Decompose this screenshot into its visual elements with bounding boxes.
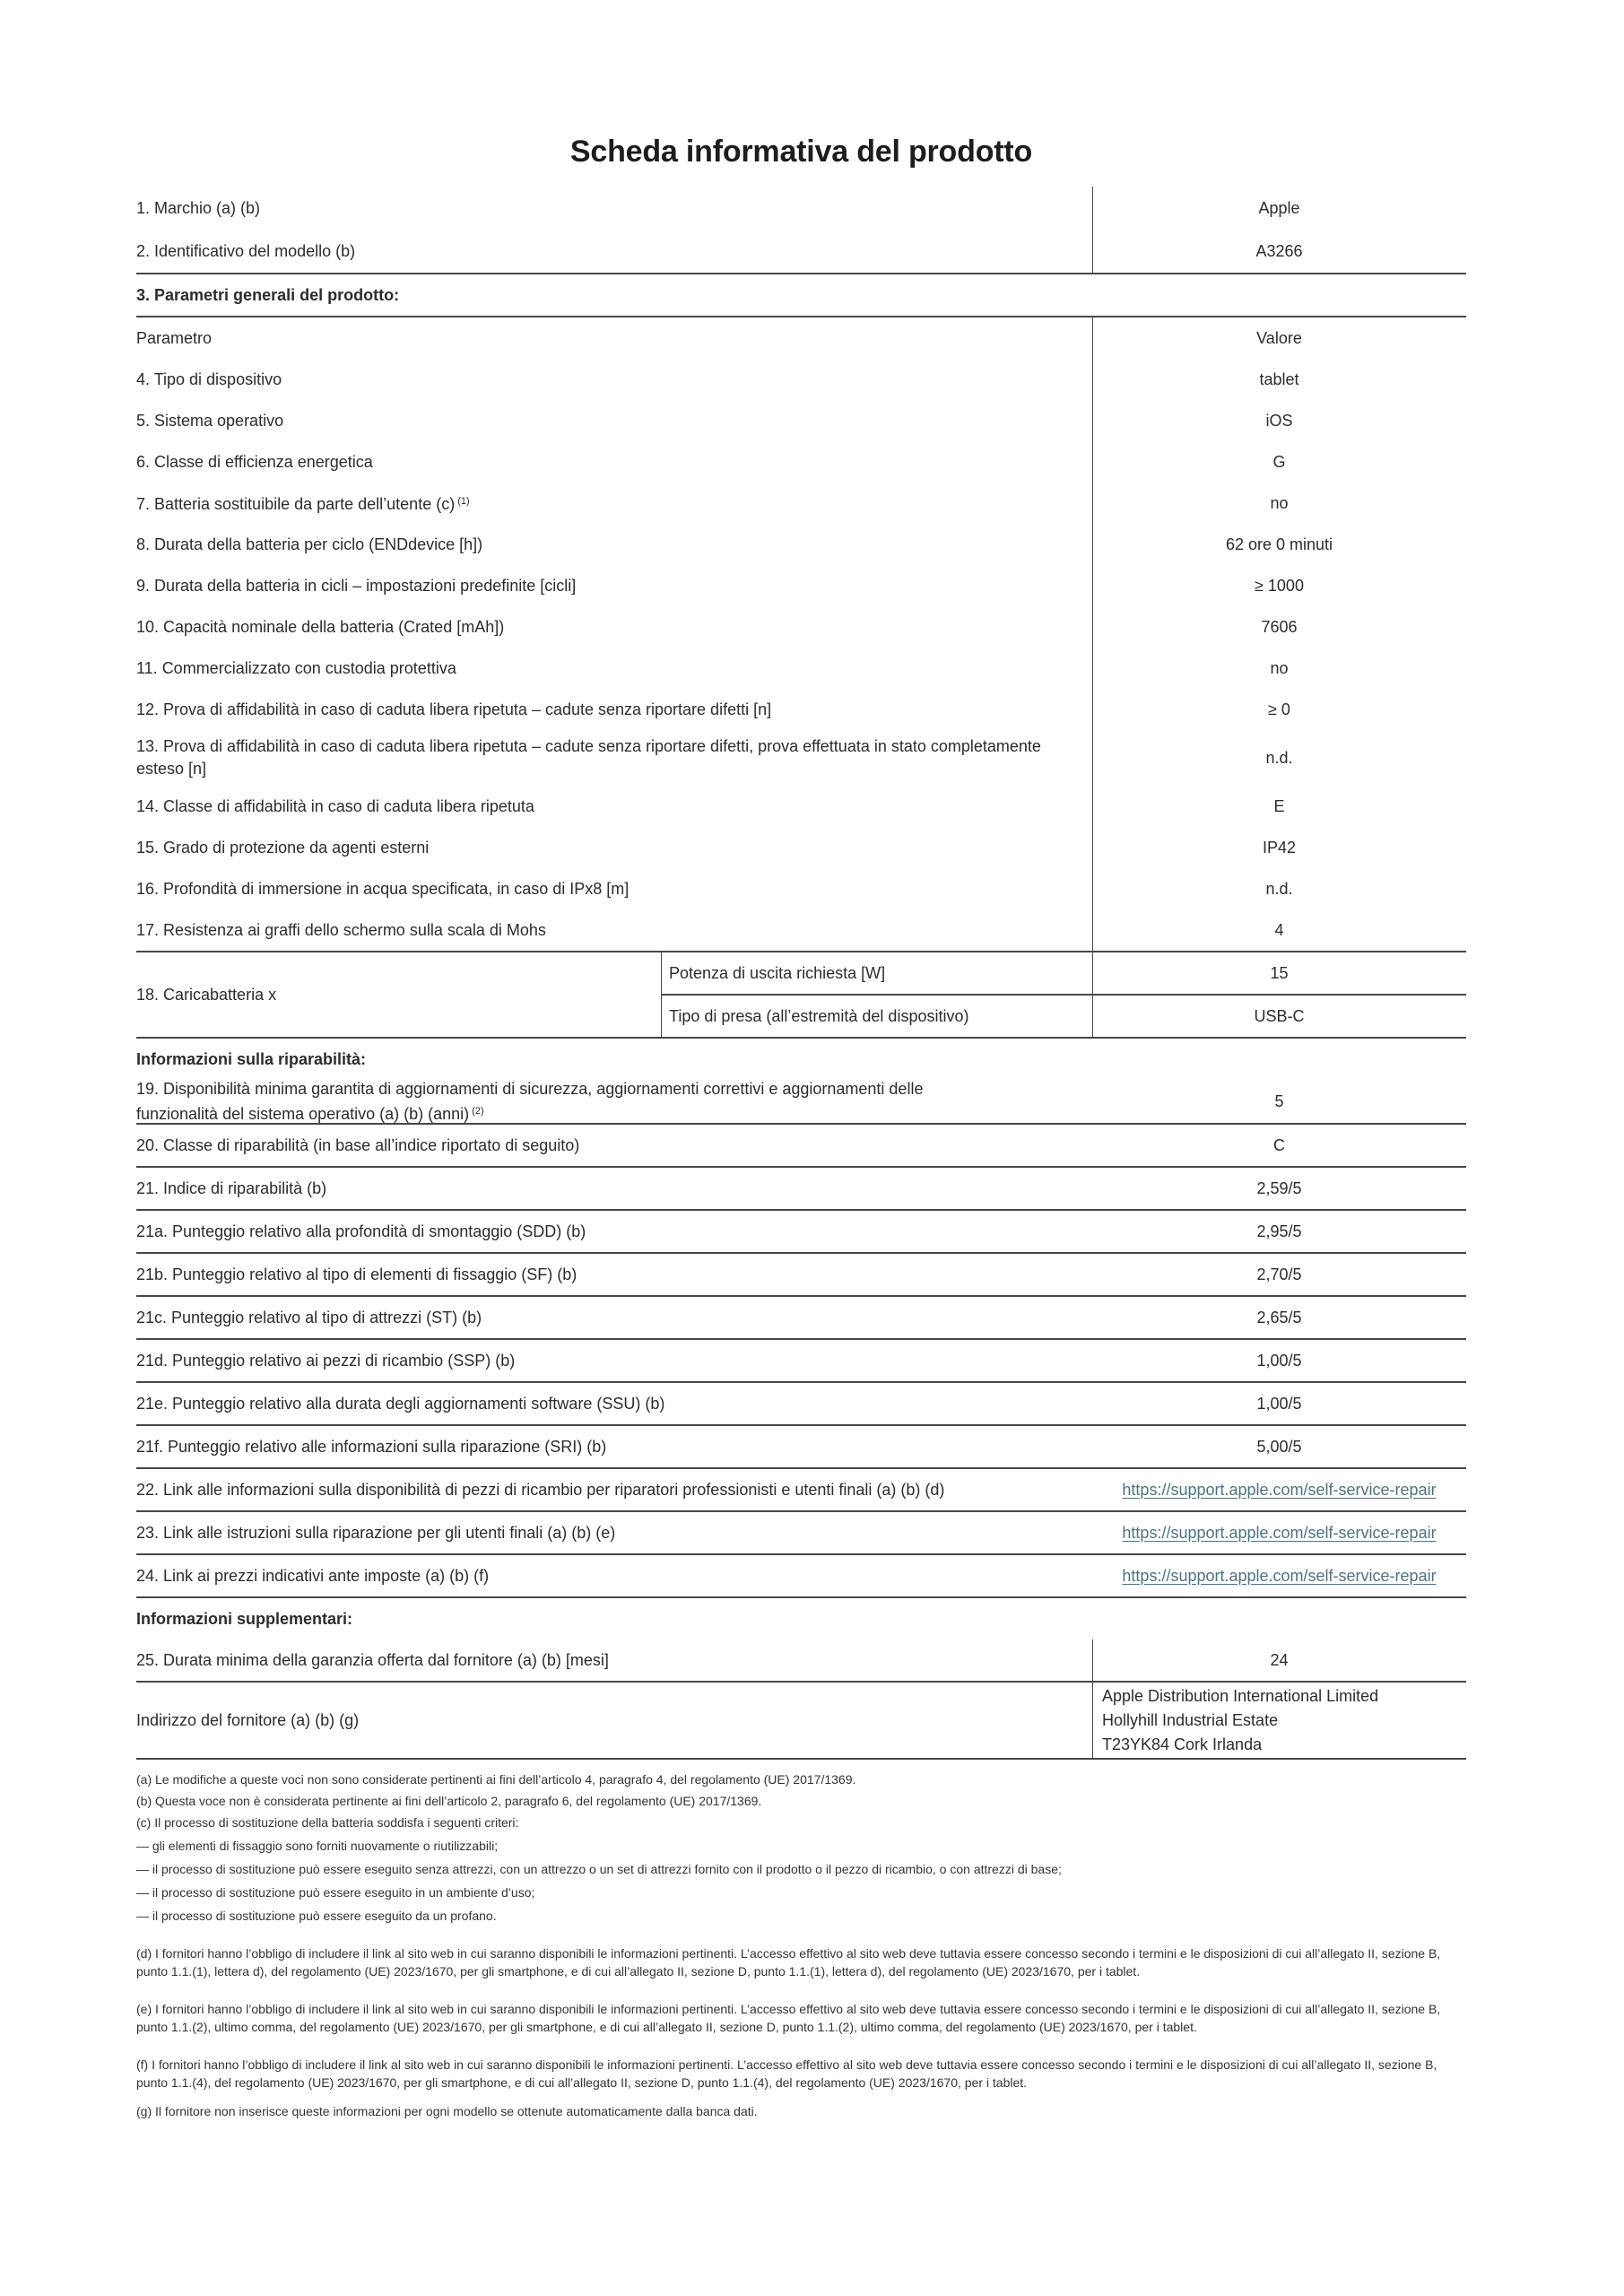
table-row	[136, 648, 1466, 689]
section-header-general: 3. Parametri generali del prodotto:	[136, 274, 1466, 317]
table-row	[136, 1383, 1466, 1426]
row-label: 16. Profondità di immersione in acqua specificata, in caso di IPx8 [m]	[136, 879, 630, 898]
row-value: 4	[1274, 920, 1284, 939]
row-value: n.d.	[1265, 748, 1293, 767]
table-row	[136, 730, 1466, 786]
table-row	[136, 1639, 1466, 1683]
row-label: 21. Indice di riparabilità (b)	[136, 1178, 327, 1197]
row-value: A3266	[1255, 241, 1303, 260]
charger-row	[136, 951, 1466, 1039]
table-row	[136, 1254, 1466, 1297]
row-value: IP42	[1262, 838, 1297, 857]
row-label: 21a. Punteggio relativo alla profondità di smontaggio (SDD) (b)	[136, 1222, 586, 1240]
address-line: Apple Distribution International Limited	[1102, 1686, 1379, 1705]
row-value: Apple	[1258, 198, 1300, 217]
footnote-superscript: (1)	[457, 496, 470, 507]
row-label: 21c. Punteggio relativo al tipo di attrezzi (ST) (b)	[136, 1308, 482, 1326]
footnote-b: (b) Questa voce non è considerata pertinente ai fini dell’articolo 2, paragrafo 6, del regolamento (UE) 2017/1369.	[136, 1794, 762, 1808]
row-label: 9. Durata della batteria in cicli – impostazioni predefinite [cicli]	[136, 576, 577, 595]
row-label: 25. Durata minima della garanzia offerta dal fornitore (a) (b) [mesi]	[136, 1650, 609, 1669]
row-label: 22. Link alle informazioni sulla disponibilità di pezzi di ricambio per riparatori professionisti e utenti finali (a) (b) (d)	[136, 1480, 945, 1499]
support-link[interactable]: https://support.apple.com/self-service-repair	[1122, 1566, 1437, 1585]
table-row	[136, 359, 1466, 400]
row-label: 7. Batteria sostituibile da parte dell’utente (c) $^{(1)}$	[136, 495, 470, 513]
section-header-repairability: Informazioni sulla riparabilità:	[136, 1049, 367, 1068]
support-link[interactable]: https://support.apple.com/self-service-repair	[1122, 1523, 1437, 1542]
row-value: iOS	[1265, 411, 1293, 430]
row-value: 5,00/5	[1256, 1437, 1302, 1456]
row-value: no	[1270, 658, 1289, 677]
row-value: 1,00/5	[1256, 1351, 1302, 1370]
table-row	[136, 1168, 1466, 1211]
row-label: 21e. Punteggio relativo alla durata degli aggiornamenti software (SSU) (b)	[136, 1394, 665, 1413]
row-label: 21d. Punteggio relativo ai pezzi di ricambio (SSP) (b)	[136, 1351, 516, 1370]
footnote-c-item: — il processo di sostituzione può essere eseguito da un profano.	[136, 1909, 497, 1923]
charger-subtable	[661, 952, 1466, 1037]
table-row	[136, 868, 1466, 909]
row-label: 8. Durata della batteria per ciclo (ENDdevice [h])	[136, 535, 483, 553]
row-value: 2,59/5	[1256, 1178, 1302, 1197]
table-row	[136, 1512, 1466, 1555]
table-row	[136, 524, 1466, 565]
general-table	[136, 317, 1466, 951]
row-label: 2. Identificativo del modello (b)	[136, 241, 356, 260]
table-row	[136, 786, 1466, 827]
row-label: 20. Classe di riparabilità (in base all’indice riportato di seguito)	[136, 1135, 580, 1154]
table-row	[136, 1297, 1466, 1340]
nested-column-divider	[661, 952, 662, 1037]
content	[136, 0, 1466, 2120]
row-label: Indirizzo del fornitore (a) (b) (g)	[136, 1710, 360, 1729]
column-divider	[1092, 187, 1093, 273]
row-value: ≥ 0	[1268, 700, 1290, 718]
row-value: C	[1273, 1135, 1285, 1154]
row-label: 6. Classe di efficienza energetica	[136, 452, 373, 471]
column-divider	[1092, 952, 1093, 1037]
footnote-a: (a) Le modifiche a queste voci non sono considerate pertinenti ai fini dell’articolo 4, paragrafo 4, del regolamento (UE) 2017/1369.	[136, 1772, 856, 1787]
column-divider	[1092, 1639, 1093, 1760]
footnote-g: (g) Il fornitore non inserisce queste informazioni per ogni modello se ottenute automaticamente dalla banca dati.	[136, 2104, 758, 2118]
footnote-d: (d) I fornitori hanno l’obbligo di includere il link al sito web in cui saranno disponibili le informazioni pertinenti. L’accesso effettivo al sito web deve tuttavia essere concesso secondo i termini e le disposizioni di cui all’allegato II, sezione B, punto 1.1.(1), lettera d), del regolamento (UE) 2023/1670, per gli smartphone, e di cui all’allegato II, sezione D, punto 1.1.(1), lettera d), del regolamento (UE) 2023/1670, per i tablet.	[136, 1946, 1441, 1979]
row-label: 4. Tipo di dispositivo	[136, 370, 282, 388]
row-value	[1092, 1481, 1466, 1500]
row-label: 23. Link alle istruzioni sulla riparazione per gli utenti finali (a) (b) (e)	[136, 1523, 616, 1542]
row-label: 24. Link ai prezzi indicativi ante imposte (a) (b) (f)	[136, 1566, 490, 1585]
row-label: 13. Prova di affidabilità in caso di caduta libera ripetuta – cadute senza riportare difetti, prova effettuata in stato completamente esteso [n]	[136, 737, 1041, 778]
column-divider	[1092, 317, 1093, 951]
row-value: 7606	[1261, 617, 1298, 636]
row-label: 14. Classe di affidabilità in caso di caduta libera ripetuta	[136, 796, 534, 815]
column-header-value: Valore	[1256, 328, 1302, 347]
row-label: 19. Disponibilità minima garantita di aggiornamenti di sicurezza, aggiornamenti correttivi e aggiornamenti delle funzionalità del sistema operativo (a) (b) (anni) $^{(2)}$	[136, 1079, 924, 1123]
footnote-f: (f) I fornitori hanno l’obbligo di includere il link al sito web in cui saranno disponibili le informazioni pertinenti. L’accesso effettivo al sito web deve tuttavia essere concesso secondo i termini e le disposizioni di cui all’allegato II, sezione B, punto 1.1.(4), del regolamento (UE) 2023/1670, per gli smartphone, e di cui all’allegato II, sezione D, punto 1.1.(4), del regolamento (UE) 2023/1670, per i tablet.	[136, 2057, 1437, 2090]
table-row	[136, 909, 1466, 951]
supplier-address-row	[136, 1683, 1466, 1760]
row-label: 21f. Punteggio relativo alle informazioni sulla riparazione (SRI) (b)	[136, 1437, 607, 1456]
row-value: ≥ 1000	[1255, 576, 1304, 595]
brand-table	[136, 187, 1466, 274]
table-row	[136, 1426, 1466, 1469]
row-value: 5	[1274, 1091, 1284, 1110]
footnote-c: (c) Il processo di sostituzione della batteria soddisfa i seguenti criteri:	[136, 1815, 519, 1830]
row-value: 2,95/5	[1256, 1222, 1302, 1240]
row-label: 17. Resistenza ai graffi dello schermo sulla scala di Mohs	[136, 920, 546, 939]
footnote-e: (e) I fornitori hanno l’obbligo di includere il link al sito web in cui saranno disponibili le informazioni pertinenti. L’accesso effettivo al sito web deve tuttavia essere concesso secondo i termini e le disposizioni di cui all’allegato II, sezione B, punto 1.1.(2), ultimo comma, del regolamento (UE) 2023/1670, per gli smartphone, e di cui all’allegato II, sezione D, punto 1.1.(2), ultimo comma, del regolamento (UE) 2023/1670, per i tablet.	[136, 2002, 1441, 2034]
table-row	[136, 565, 1466, 606]
table-row	[136, 441, 1466, 483]
row-label: 12. Prova di affidabilità in caso di caduta libera ripetuta – cadute senza riportare difetti [n]	[136, 700, 772, 718]
row-value	[1092, 1567, 1466, 1586]
row-label: 11. Commercializzato con custodia protettiva	[136, 658, 456, 677]
supplementary-table	[136, 1639, 1466, 1760]
row-value: n.d.	[1265, 879, 1293, 898]
page-title: Scheda informativa del prodotto	[569, 135, 1033, 169]
table-row	[136, 1211, 1466, 1254]
row-label: Tipo di presa (all’estremità del dispositivo)	[669, 1006, 969, 1025]
table-row	[661, 952, 1466, 996]
row-value: E	[1273, 796, 1285, 815]
table-row	[136, 827, 1466, 868]
row-value: 15	[1270, 963, 1289, 982]
row-value: 2,70/5	[1256, 1265, 1302, 1283]
footnote-superscript: (2)	[472, 1105, 484, 1117]
table-row	[136, 606, 1466, 648]
charger-label: 18. Caricabatteria x	[136, 985, 277, 1004]
row-label: 21b. Punteggio relativo al tipo di elementi di fissaggio (SF) (b)	[136, 1265, 578, 1283]
row-value: tablet	[1259, 370, 1299, 388]
row-label: 15. Grado di protezione da agenti esterni	[136, 838, 430, 857]
table-row	[136, 230, 1466, 273]
table-row	[136, 1555, 1466, 1598]
row-label: 1. Marchio (a) (b)	[136, 198, 261, 217]
column-header-param: Parametro	[136, 328, 213, 347]
support-link[interactable]: https://support.apple.com/self-service-repair	[1122, 1480, 1437, 1499]
footnotes	[136, 1760, 1466, 2120]
row-value: G	[1272, 452, 1286, 471]
footnote-c-item: — il processo di sostituzione può essere eseguito in un ambiente d’uso;	[136, 1885, 535, 1900]
column-header-row	[136, 317, 1466, 359]
address-line: Hollyhill Industrial Estate	[1102, 1710, 1279, 1729]
footnote-c-item: — il processo di sostituzione può essere eseguito senza attrezzi, con un attrezzo o un set di attrezzi fornito con il prodotto o il pezzo di ricambio, o con attrezzi di base;	[136, 1862, 1062, 1876]
address-line: T23YK84 Cork Irlanda	[1102, 1735, 1263, 1753]
row-value: 1,00/5	[1256, 1394, 1302, 1413]
row-value	[1092, 1524, 1466, 1543]
row-value: 62 ore 0 minuti	[1225, 535, 1333, 553]
table-row	[136, 689, 1466, 730]
row-value: USB-C	[1254, 1006, 1305, 1025]
table-row	[136, 483, 1466, 524]
table-row	[136, 1125, 1466, 1168]
footnote-c-item: — gli elementi di fissaggio sono forniti nuovamente o riutilizzabili;	[136, 1839, 499, 1853]
table-row	[661, 996, 1466, 1037]
table-row	[136, 1080, 1466, 1125]
table-row	[136, 187, 1466, 230]
row-label: 10. Capacità nominale della batteria (Crated [mAh])	[136, 617, 505, 636]
row-label: 5. Sistema operativo	[136, 411, 284, 430]
row-value: no	[1270, 493, 1289, 512]
table-row	[136, 1340, 1466, 1383]
supplier-address	[1092, 1684, 1466, 1757]
table-row	[136, 1469, 1466, 1512]
row-value: 24	[1270, 1650, 1289, 1669]
table-row	[136, 400, 1466, 441]
section-header-supplementary: Informazioni supplementari:	[136, 1609, 353, 1628]
row-label: Potenza di uscita richiesta [W]	[669, 963, 886, 982]
row-value: 2,65/5	[1256, 1308, 1302, 1326]
